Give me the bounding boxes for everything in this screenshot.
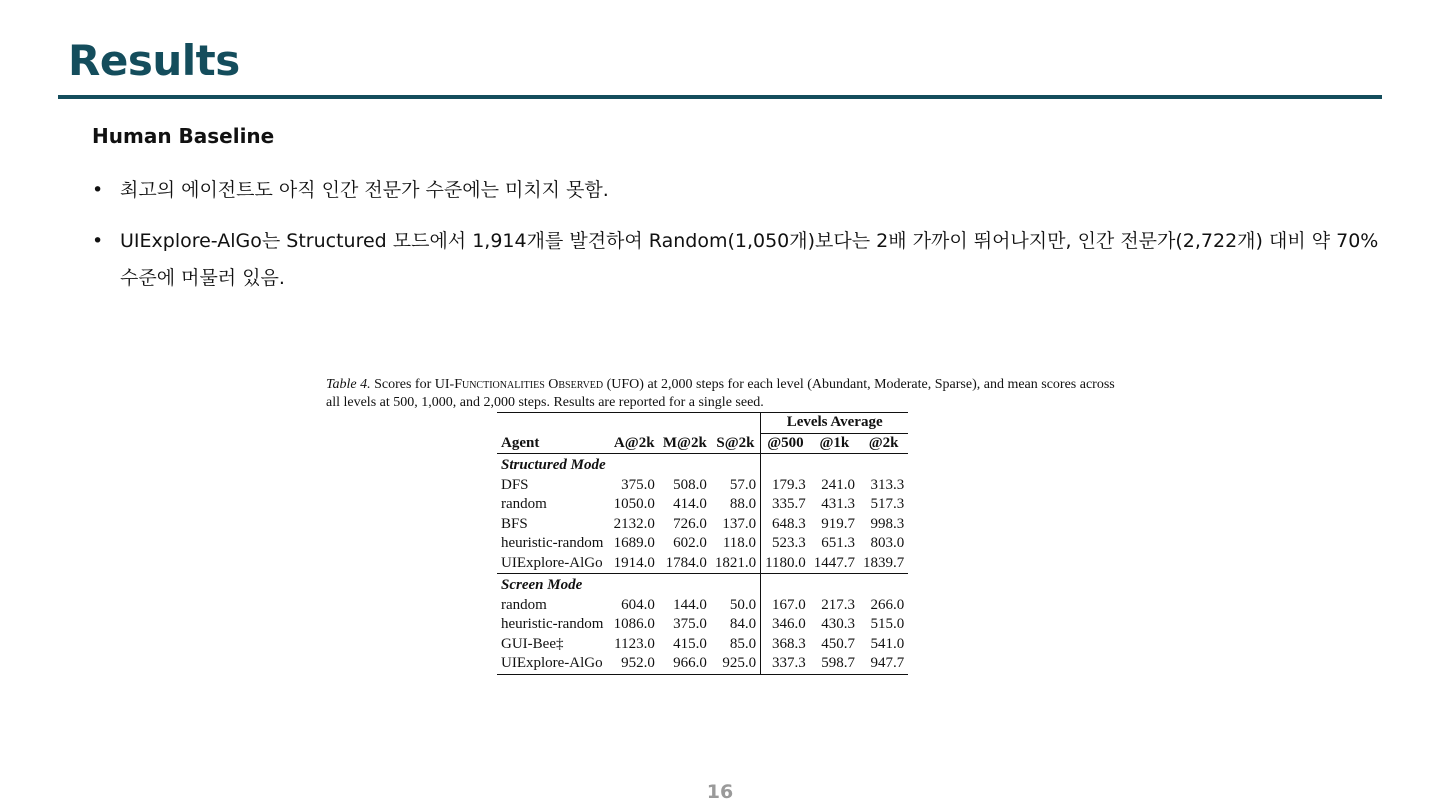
agent-cell: UIExplore-AlGo bbox=[497, 654, 610, 674]
agent-cell: random bbox=[501, 596, 547, 613]
results-table bbox=[497, 412, 908, 675]
score-cell: 84.0 bbox=[729, 616, 757, 633]
agent-cell: GUI-Bee‡ bbox=[501, 635, 564, 652]
empty-cell bbox=[810, 574, 859, 596]
score-cell: 602.0 bbox=[673, 535, 707, 552]
score-cell: 414.0 bbox=[673, 496, 707, 513]
bullet-list bbox=[92, 172, 1382, 311]
empty-cell bbox=[761, 454, 810, 476]
score-cell: 515.0 bbox=[870, 616, 905, 633]
agent-cell: DFS bbox=[501, 476, 529, 493]
bullet-text: 최고의 에이전트도 아직 인간 전문가 수준에는 미치지 못함. bbox=[120, 179, 609, 201]
table-group-row bbox=[497, 454, 908, 476]
table-row bbox=[497, 476, 908, 496]
score-cell: 335.7 bbox=[761, 495, 810, 515]
score-cell: 998.3 bbox=[870, 515, 905, 532]
score-cell: 368.3 bbox=[761, 635, 810, 655]
score-cell: 415.0 bbox=[673, 635, 707, 652]
score-cell: 919.7 bbox=[821, 515, 856, 532]
score-cell: 726.0 bbox=[673, 515, 707, 532]
group-label: Structured Mode bbox=[497, 454, 610, 476]
score-cell: 346.0 bbox=[761, 615, 810, 635]
table-row bbox=[497, 534, 908, 554]
table-row bbox=[497, 515, 908, 535]
score-cell: 450.7 bbox=[821, 635, 856, 652]
bullet-item bbox=[92, 223, 1382, 297]
score-cell: 88.0 bbox=[729, 496, 757, 513]
empty-cell bbox=[761, 574, 810, 596]
score-cell: 1050.0 bbox=[613, 496, 655, 513]
score-cell: 2132.0 bbox=[613, 515, 655, 532]
caption-smallcaps: Functionalities Observed bbox=[454, 377, 604, 392]
column-header: Agent bbox=[501, 434, 540, 451]
empty-cell bbox=[659, 574, 711, 596]
empty-cell bbox=[711, 454, 761, 476]
score-cell: 431.3 bbox=[821, 496, 856, 513]
agent-cell: heuristic-random bbox=[501, 616, 604, 633]
score-cell: 1086.0 bbox=[613, 616, 655, 633]
score-cell: 1180.0 bbox=[761, 554, 810, 574]
score-cell: 1914.0 bbox=[613, 554, 655, 571]
bullet-dot: • bbox=[92, 230, 104, 252]
score-cell: 523.3 bbox=[761, 534, 810, 554]
bullet-item bbox=[92, 172, 1382, 209]
table-group-header-row bbox=[497, 413, 908, 434]
agent-cell: UIExplore-AlGo bbox=[501, 554, 603, 571]
table-column-header-row bbox=[497, 433, 908, 454]
table-row bbox=[497, 596, 908, 616]
score-cell: 1447.7 bbox=[813, 554, 856, 571]
caption-text-rest: (UFO) at 2,000 steps for each level (Abundant, Moderate, Sparse), and mean scores across all levels at 500, 1,000, and 2,000 steps. Results are reported for a single seed. bbox=[326, 377, 1115, 410]
column-header: S@2k bbox=[716, 434, 755, 451]
score-cell: 337.3 bbox=[761, 654, 810, 674]
empty-cell bbox=[610, 454, 659, 476]
table-row bbox=[497, 615, 908, 635]
score-cell: 925.0 bbox=[711, 654, 761, 674]
caption-label: Table 4. bbox=[326, 377, 371, 392]
page-number: 16 bbox=[706, 781, 734, 803]
column-header: A@2k bbox=[613, 434, 655, 451]
score-cell: 947.7 bbox=[859, 654, 908, 674]
score-cell: 85.0 bbox=[729, 635, 757, 652]
score-cell: 266.0 bbox=[870, 596, 905, 613]
empty-cell bbox=[610, 574, 659, 596]
score-cell: 137.0 bbox=[722, 515, 757, 532]
empty-cell bbox=[659, 454, 711, 476]
empty-cell bbox=[859, 574, 908, 596]
score-cell: 952.0 bbox=[610, 654, 659, 674]
score-cell: 1689.0 bbox=[613, 535, 655, 552]
empty-cell bbox=[859, 454, 908, 476]
score-cell: 966.0 bbox=[659, 654, 711, 674]
section-heading: Human Baseline bbox=[92, 124, 275, 148]
column-header: M@2k bbox=[662, 434, 707, 451]
score-cell: 517.3 bbox=[870, 496, 905, 513]
score-cell: 541.0 bbox=[870, 635, 905, 652]
table-row bbox=[497, 635, 908, 655]
group-label: Screen Mode bbox=[497, 574, 610, 596]
table-group-row bbox=[497, 574, 908, 596]
table-body bbox=[497, 454, 908, 675]
score-cell: 1839.7 bbox=[863, 554, 905, 571]
agent-cell: BFS bbox=[501, 515, 528, 532]
score-cell: 1821.0 bbox=[714, 554, 757, 571]
caption-text: Scores for UI- bbox=[370, 377, 455, 392]
score-cell: 57.0 bbox=[729, 476, 757, 493]
table-row bbox=[497, 495, 908, 515]
bullet-dot: • bbox=[92, 179, 104, 201]
levels-average-header: Levels Average bbox=[761, 413, 909, 434]
score-cell: 144.0 bbox=[673, 596, 707, 613]
column-header: @1k bbox=[819, 434, 850, 451]
score-cell: 179.3 bbox=[761, 476, 810, 496]
score-cell: 241.0 bbox=[821, 476, 856, 493]
slide-title: Results bbox=[68, 36, 240, 85]
agent-cell: random bbox=[501, 496, 547, 513]
score-cell: 508.0 bbox=[673, 476, 707, 493]
table-row bbox=[497, 554, 908, 574]
score-cell: 217.3 bbox=[821, 596, 856, 613]
score-cell: 118.0 bbox=[722, 535, 757, 552]
score-cell: 803.0 bbox=[870, 535, 905, 552]
empty-cell bbox=[810, 454, 859, 476]
score-cell: 598.7 bbox=[810, 654, 859, 674]
score-cell: 651.3 bbox=[821, 535, 856, 552]
column-header: @2k bbox=[868, 434, 899, 451]
score-cell: 167.0 bbox=[761, 596, 810, 616]
column-header: @500 bbox=[761, 433, 810, 454]
score-cell: 1123.0 bbox=[614, 635, 655, 652]
bullet-text: UIExplore-AlGo는 Structured 모드에서 1,914개를 발견하여 Random(1,050개)보다는 2배 가까이 뛰어나지만, 인간 전문가(2,722개) 대비 약 70% 수준에 머물러 있음. bbox=[120, 230, 1379, 289]
agent-cell: heuristic-random bbox=[501, 535, 604, 552]
score-cell: 375.0 bbox=[673, 616, 707, 633]
score-cell: 313.3 bbox=[870, 476, 905, 493]
score-cell: 375.0 bbox=[621, 476, 655, 493]
table-row bbox=[497, 654, 908, 674]
score-cell: 1784.0 bbox=[665, 554, 707, 571]
score-cell: 430.3 bbox=[821, 616, 856, 633]
score-cell: 50.0 bbox=[729, 596, 757, 613]
empty-cell bbox=[711, 574, 761, 596]
score-cell: 648.3 bbox=[761, 515, 810, 535]
table-caption bbox=[326, 376, 1126, 412]
title-divider bbox=[58, 95, 1382, 99]
score-cell: 604.0 bbox=[621, 596, 655, 613]
